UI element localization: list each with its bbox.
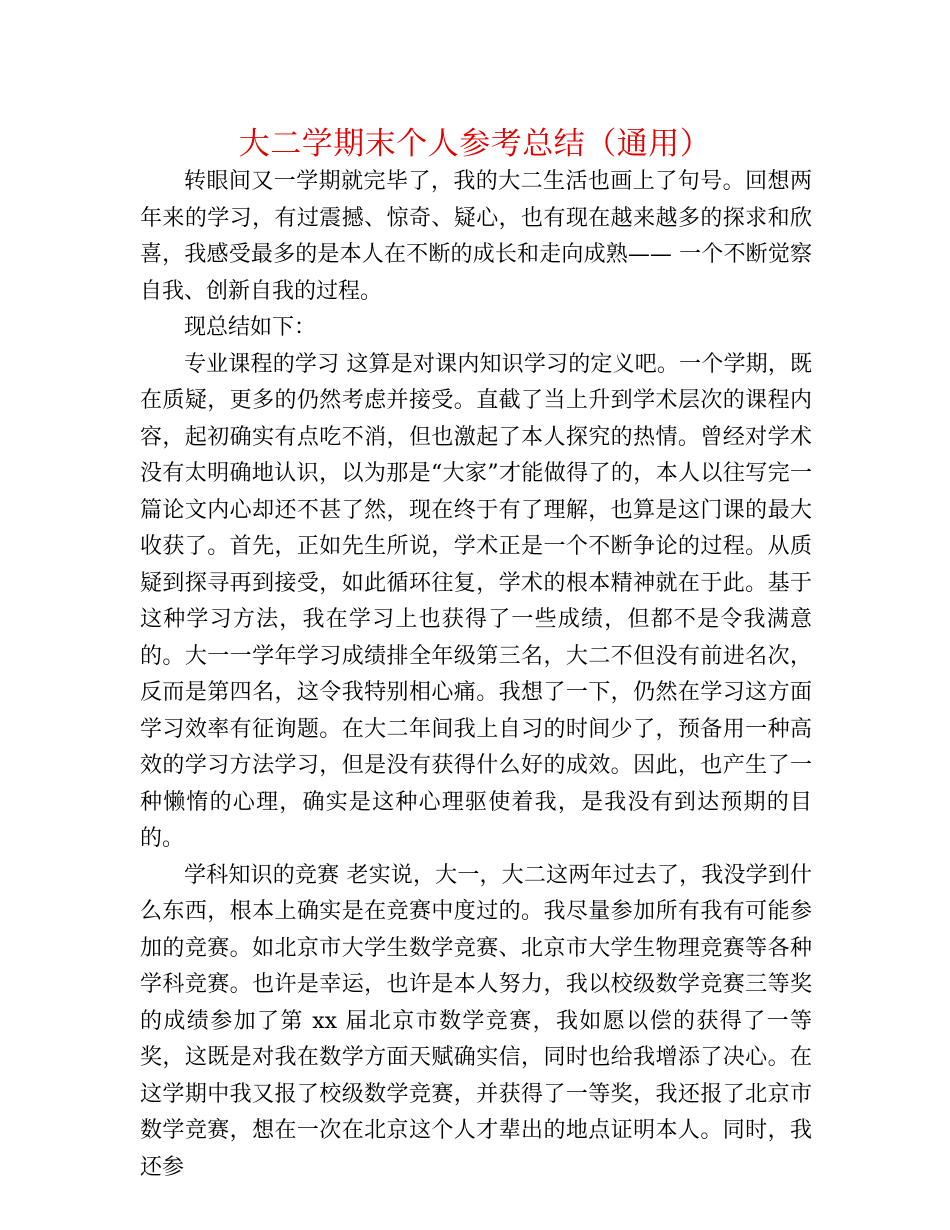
- document-body: [140, 164, 812, 1186]
- paragraph-summary-lead: 现总结如下：: [184, 315, 317, 340]
- paragraph-course-study: 专业课程的学习 这算是对课内知识学习的定义吧。一个学期，既在质疑，更多的仍然考虑并接受。直截了当上升到学术层次的课程内容，起初确实有点吃不消，但也激起了本人探究的热情。曾经对学术没有太明确地认识，以为那是“大家”才能做得了的，本人以往写完一篇论文内心却还不甚了然，现在终于有了理解，也算是这门课的最大收获了。首先，正如先生所说，学术正是一个不断争论的过程。从质疑到探寻再到接受，如此循环往复，学术的根本精神就在于此。基于这种学习方法，我在学习上也获得了一些成绩，但都不是令我满意的。大一一学年学习成绩排全年级第三名，大二不但没有前进名次，反而是第四名，这令我特别相心痛。我想了一下，仍然在学习这方面学习效率有征询题。在大二年间我上自习的时间少了，预备用一种高效的学习方法学习，但是没有获得什么好的成效。因此，也产生了一种懒惰的心理，确实是这种心理驱使着我，是我没有到达预期的目的。: [140, 351, 812, 851]
- paragraph-competitions: 学科知识的竞赛 老实说，大一，大二这两年过去了，我没学到什么东西，根本上确实是在竞赛中度过的。我尽量参加所有我有可能参加的竞赛。如北京市大学生数学竞赛、北京市大学生物理竞赛等各种学科竞赛。也许是幸运，也许是本人努力，我以校级数学竞赛三等奖的成绩参加了第 xx 届北京市数学竞赛，我如愿以偿的获得了一等奖，这既是对我在数学方面天赋确实信，同时也给我增添了决心。在这学期中我又报了校级数学竞赛，并获得了一等奖，我还报了北京市数学竞赛，想在一次在北京这个人才辈出的地点证明本人。同时，我还参: [140, 862, 812, 1180]
- paragraph-intro: 转眼间又一学期就完毕了，我的大二生活也画上了句号。回想两年来的学习，有过震撼、惊奇、疑心，也有现在越来越多的探求和欣喜，我感受最多的是本人在不断的成长和走向成熟—— 一个不断觉察自我、创新自我的过程。: [140, 169, 812, 304]
- document-title: 大二学期末个人参考总结（通用）: [238, 126, 712, 162]
